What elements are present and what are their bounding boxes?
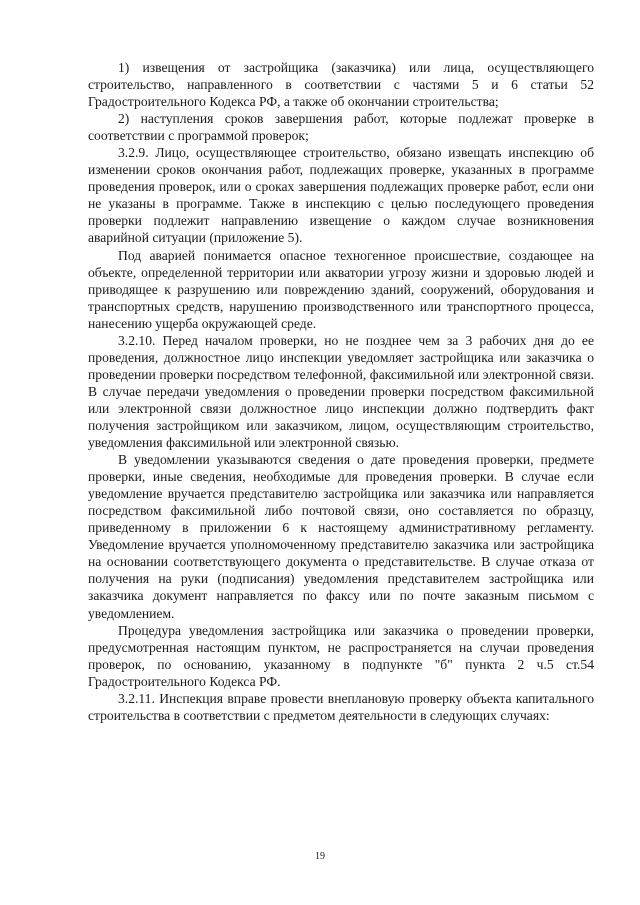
document-body	[88, 59, 594, 724]
paragraph-notice-from-developer: 1) извещения от застройщика (заказчика) или лица, осуществляющего строительство, направленного в соответствии с частями 5 и 6 статьи 52 Градостроительного Кодекса РФ, а также об окончании строительства;	[88, 60, 594, 110]
paragraph-notification-procedure: Процедура уведомления застройщика или заказчика о проведении проверки, предусмотренная настоящим пунктом, не распространяется на случаи проведения проверок, по основанию, указанному в подпункте "б" пункта 2 ч.5 ст.54 Градостроительного Кодекса РФ.	[88, 622, 594, 689]
paragraph-3-2-9: 3.2.9. Лицо, осуществляющее строительство, обязано извещать инспекцию об изменении сроков окончания работ, подлежащих проверке, указанных в программе проведения проверок, или о сроках завершения подлежащих проверке работ, если они не указаны в программе. Также в инспекцию с целью последующего проведения проверки подлежит направлению извещение о каждом случае возникновения аварийной ситуации (приложение 5).	[88, 145, 594, 246]
paragraph-3-2-10: 3.2.10. Перед началом проверки, но не позднее чем за 3 рабочих дня до ее проведения, должностное лицо инспекции уведомляет застройщика или заказчика о проведении проверки посредством телефонной, факсимильной или электронной связи. В случае передачи уведомления о проведении проверки посредством факсимильной или электронной связи должностное лицо инспекции должно подтвердить факт получения застройщиком или заказчиком, лицом, осуществляющим строительство, уведомления факсимильной или электронной связью.	[88, 332, 594, 451]
paragraph-3-2-11: 3.2.11. Инспекция вправе провести внеплановую проверку объекта капитального строительства в соответствии с предметом деятельности в следующих случаях:	[88, 690, 594, 723]
paragraph-work-deadlines: 2) наступления сроков завершения работ, которые подлежат проверке в соответствии с программой проверок;	[88, 111, 594, 144]
page-number: 19	[315, 851, 325, 862]
paragraph-notification-contents: В уведомлении указываются сведения о дате проведения проверки, предмете проверки, иные сведения, необходимые для проведения проверки. В случае если уведомление вручается представителю застройщика или заказчика или направляется посредством факсимильной либо почтовой связи, оно составляется по образцу, приведенному в приложении 6 к настоящему административному регламенту. Уведомление вручается уполномоченному представителю заказчика или застройщика на основании соответствующего документа о представительстве. В случае отказа от получения на руки (подписания) уведомления представителем застройщика или заказчика документ направляется по факсу или по почте заказным письмом с уведомлением.	[88, 452, 594, 621]
paragraph-accident-definition: Под аварией понимается опасное техногенное происшествие, создающее на объекте, определенной территории или акватории угрозу жизни и здоровью людей и приводящее к разрушению или повреждению зданий, сооружений, оборудования и транспортных средств, нарушению производственного или транспортного процесса, нанесению ущерба окружающей среде.	[88, 247, 594, 331]
